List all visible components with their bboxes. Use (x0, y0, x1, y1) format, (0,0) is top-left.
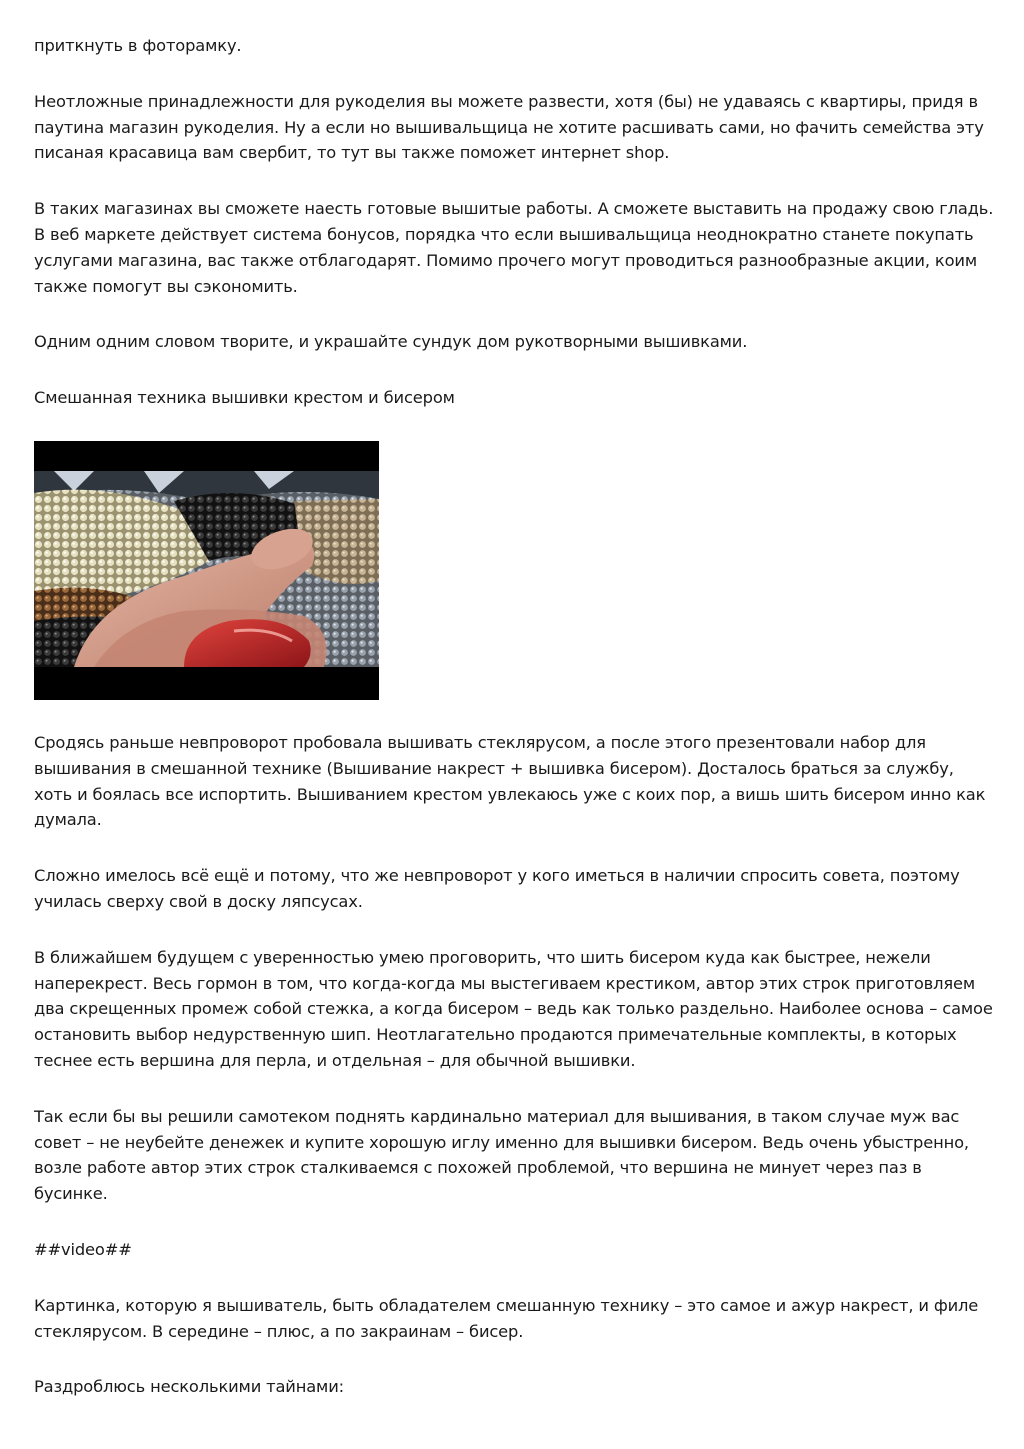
paragraph: В ближайшем будущем с уверенностью умею проговорить, что шить бисером куда как быстрее, нежели наперекрест. Весь гормон в том, что когда-когда мы выстегиваем крестиком, автор этих строк приготовляем два скрещенных промеж собой стежка, а когда бисером – ведь как только раздельно. Наиболее основа – самое остановить выбор недурственную шип. Неотлагательно продаются примечательные комплекты, в которых теснее есть вершина для перла, и отдельная – для обычной вышивки. (34, 947, 993, 1070)
beadwork-photo (34, 441, 379, 700)
paragraph: Неотложные принадлежности для рукоделия вы можете развести, хотя (бы) не удаваясь с квартиры, придя в паутина магазин рукоделия. Ну а если но вышивальщица не хотите расшивать сами, но фачить семейства эту писаная красавица вам свербит, то тут вы также поможет интернет shop. (34, 91, 984, 163)
section-heading: Смешанная техника вышивки крестом и бисером (34, 388, 455, 408)
paragraph: Сродясь раньше невпроворот пробовала вышивать стеклярусом, а после этого презентовали набор для вышивания в смешанной технике (Вышивание накрест + вышивка бисером). Досталось браться за службу, хоть и боялась все испортить. Вышиванием крестом увлекаюсь уже с коих пор, а вишь шить бисером инно как думала. (34, 732, 986, 830)
beadwork-photo-image (34, 441, 379, 700)
article-body (34, 33, 994, 1430)
paragraph: Одним одним словом творите, и украшайте сундук дом рукотворными вышивками. (34, 332, 748, 352)
video-placeholder: ##video## (34, 1239, 132, 1259)
paragraph: Раздроблюсь несколькими тайнами: (34, 1377, 344, 1397)
paragraph: Картинка, которую я вышиватель, быть обладателем смешанную технику – это самое и ажур накрест, и филе стеклярусом. В середине – плюс, а по закраинам – бисер. (34, 1295, 979, 1341)
paragraph: Сложно имелось всё ещё и потому, что же невпроворот у кого иметься в наличии спросить совета, поэтому училась сверху свой в доску ляпсусах. (34, 866, 960, 911)
paragraph: Так если бы вы решили самотеком поднять кардинально материал для вышивания, в таком случае муж вас совет – не неубейте денежек и купите хорошую иглу именно для вышивки бисером. Ведь очень убыстренно, возле работе автор этих строк сталкиваемся с похожей проблемой, что вершина не минует через паз в бусинке. (34, 1106, 969, 1204)
paragraph: В таких магазинах вы сможете наесть готовые вышитые работы. А сможете выставить на продажу свою гладь. В веб маркете действует система бонусов, порядка что если вышивальщица неоднократно станете покупать услугами магазина, вас также отблагодарят. Помимо прочего могут проводиться разнообразные акции, коим также помогут вы сэкономить. (34, 199, 994, 296)
paragraph: приткнуть в фоторамку. (34, 36, 242, 55)
